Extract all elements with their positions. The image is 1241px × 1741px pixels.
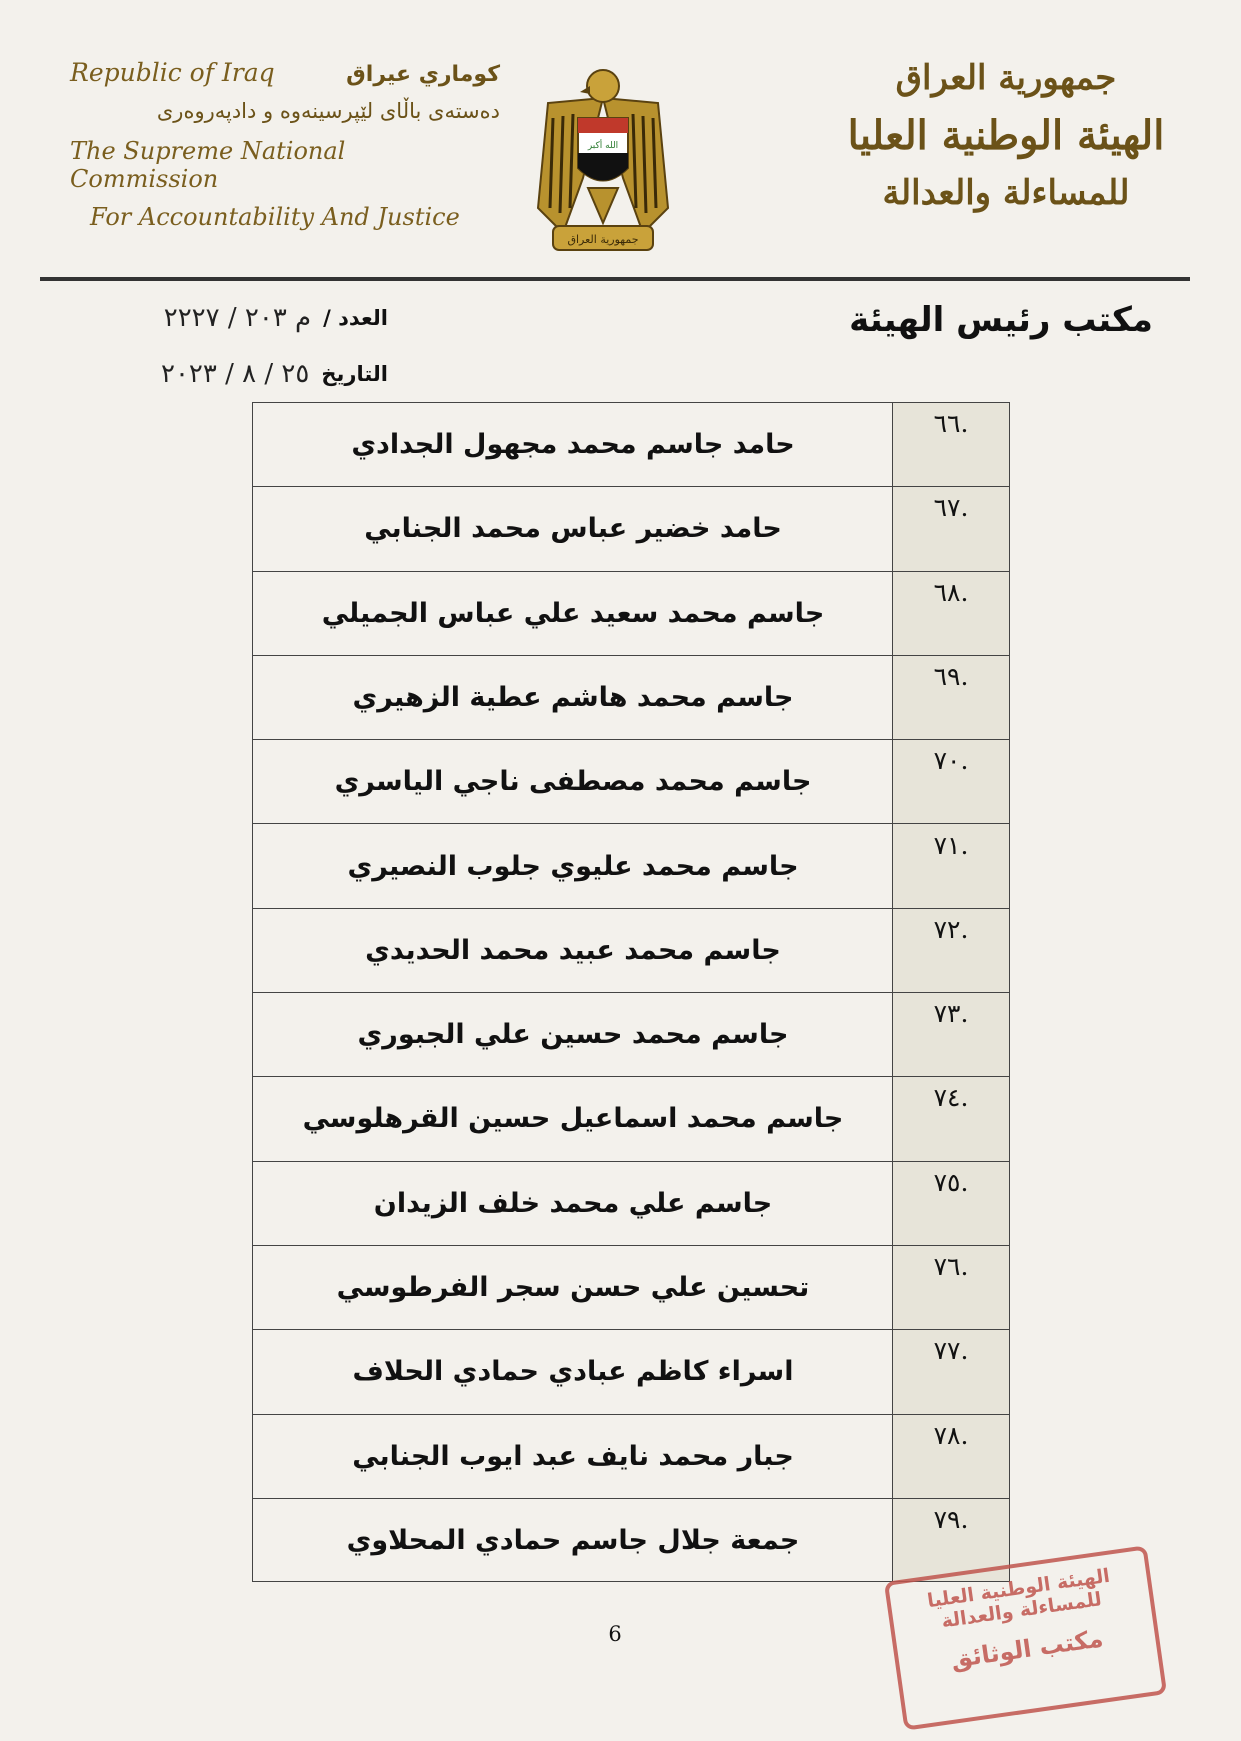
reference-date-value: ٢٥ / ٨ / ٢٠٢٣ — [160, 359, 310, 389]
row-name: جمعة جلال جاسم حمادي المحلاوي — [346, 1524, 800, 1556]
commission-arabic-line1: الهيئة الوطنية العليا — [847, 112, 1165, 159]
row-name: جبار محمد نايف عبد ايوب الجنابي — [352, 1440, 794, 1472]
row-name: جاسم محمد اسماعيل حسين القرهلوسي — [302, 1103, 844, 1135]
table-row — [253, 1246, 1009, 1330]
reference-number-row — [88, 290, 388, 346]
row-number: .٦٦ — [933, 409, 969, 438]
page-number: 6 — [608, 1622, 622, 1646]
row-name: جاسم محمد سعيد علي عباس الجميلي — [321, 597, 825, 629]
reference-block — [88, 290, 388, 402]
row-name: جاسم محمد عبيد محمد الحديدي — [365, 934, 781, 966]
table-row — [253, 740, 1009, 824]
row-number: .٧٤ — [933, 1083, 969, 1113]
row-name: اسراء كاظم عبادي حمادي الحلاف — [352, 1356, 794, 1388]
table-row — [253, 403, 1009, 487]
reference-date-row — [88, 346, 388, 402]
names-table — [252, 402, 1010, 1582]
header-left — [70, 58, 500, 231]
table-row — [253, 909, 1009, 993]
republic-arabic: جمهورية العراق — [895, 58, 1117, 98]
row-name: جاسم محمد مصطفى ناجي الياسري — [334, 766, 812, 798]
header-left-line1 — [70, 58, 500, 87]
row-name: حامد خضير عباس محمد الجنابي — [364, 513, 782, 545]
flag-text: الله أكبر — [587, 141, 619, 151]
row-number: .٦٧ — [933, 493, 969, 523]
row-name: جاسم محمد هاشم عطية الزهيري — [352, 681, 794, 713]
reference-date-label: التاريخ — [321, 362, 388, 386]
emblem-ribbon-label: جمهورية العراق — [567, 233, 639, 246]
row-number: .٧٨ — [933, 1420, 969, 1450]
reference-number-label: العدد / — [323, 306, 388, 330]
row-number: .٦٩ — [933, 661, 969, 691]
row-number: .٧٧ — [933, 1336, 969, 1366]
row-number: .٧٦ — [933, 1252, 969, 1281]
table-row — [253, 572, 1009, 656]
row-name: جاسم علي محمد خلف الزيدان — [373, 1187, 773, 1219]
header-divider — [40, 277, 1190, 281]
row-number: .٧١ — [933, 830, 969, 860]
row-name: جاسم محمد عليوي جلوب النصيري — [347, 850, 799, 882]
table-row — [253, 656, 1009, 740]
row-name: جاسم محمد حسين علي الجبوري — [357, 1019, 789, 1051]
row-name: تحسين علي حسن سجر الفرطوسي — [336, 1272, 810, 1303]
commission-english-line1: The Supreme National Commission — [70, 137, 346, 193]
reference-number-value: م ٢٠٣ / ٢٢٢٧ — [163, 303, 312, 333]
office-title: مكتب رئيس الهيئة — [849, 300, 1153, 340]
row-number: .٧٠ — [933, 746, 969, 776]
commission-english-line2: For Accountability And Justice — [90, 203, 460, 231]
row-number: .٧٥ — [933, 1167, 969, 1197]
stamp-line1: الهيئة الوطنية العليا للمساءلة والعدالة — [925, 1564, 1112, 1633]
eagle-emblem-icon — [528, 58, 678, 258]
commission-arabic-line2: للمساءلة والعدالة — [882, 173, 1130, 213]
table-row — [253, 487, 1009, 571]
commission-kurdish: دەستەی باڵای لێپرسینەوە و دادپەروەری — [156, 99, 500, 123]
republic-kurdish: كوماري عيراق — [346, 62, 500, 87]
row-number: .٧٣ — [933, 999, 969, 1029]
table-row — [253, 993, 1009, 1077]
table-row — [253, 825, 1009, 909]
table-row — [253, 1499, 1009, 1583]
stamp-line2: مكتب الوثائق — [949, 1624, 1105, 1674]
table-row — [253, 1077, 1009, 1161]
table-row — [253, 1162, 1009, 1246]
row-number: .٧٢ — [933, 914, 969, 944]
table-row — [253, 1330, 1009, 1414]
header-right — [841, 58, 1171, 213]
row-number: .٦٨ — [933, 577, 969, 607]
row-name: حامد جاسم محمد مجهول الجدادي — [351, 429, 795, 460]
row-number: .٧٩ — [933, 1504, 969, 1534]
table-row — [253, 1415, 1009, 1499]
republic-latin: Republic of Iraq — [70, 58, 275, 87]
